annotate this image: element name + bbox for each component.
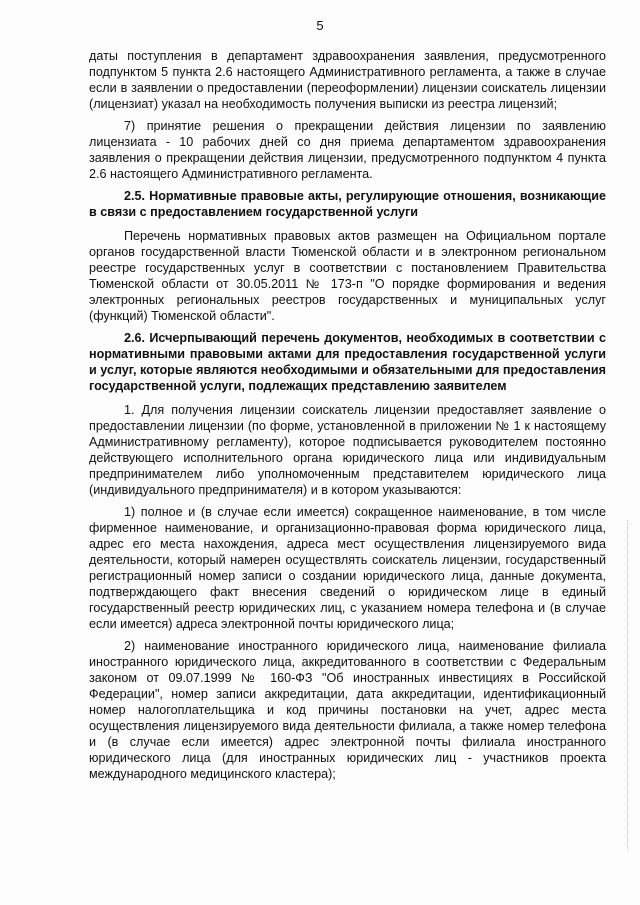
paragraph-item-7: 7) принятие решения о прекращении действия лицензии по заявлению лицензиата - 10 рабочих дней со дня приема департаментом здравоохранения заявления о прекращении действия лицензии, предусмотренного подпунктом 4 пункта 2.6 настоящего Административного регламента. <box>89 119 606 181</box>
section-heading-2-6: 2.6. Исчерпывающий перечень документов, необходимых в соответствии с нормативными правовыми актами для предоставления государственной услуги и услуг, которые являются необходимыми и обязательными для предоставления государственной услуги, подлежащих представлению заявителем <box>89 331 606 393</box>
document-body <box>89 48 606 788</box>
paragraph-subitem-1: 1) полное и (в случае если имеется) сокращенное наименование, в том числе фирменное наименование, и организационно-правовая форма юридического лица, адрес его места нахождения, адреса мест осуществления лицензируемого вида деятельности, который намерен осуществлять соискатель лицензии, государственный регистрационный номер записи о создании юридического лица, данные документа, подтверждающего факт внесения сведений о юридическом лице в единый государственный реестр юридических лиц, с указанием номера телефона и (в случае если имеется) адреса электронной почты юридического лица; <box>89 505 606 631</box>
page-number: 5 <box>316 18 324 33</box>
paragraph-continuation: даты поступления в департамент здравоохранения заявления, предусмотренного подпунктом 5 пункта 2.6 настоящего Административного регламента, а также в случае если в заявлении о предоставлении (переоформлении) лицензии соискатель лицензии (лицензиат) указал на необходимость получения выписки из реестра лицензий; <box>89 49 606 111</box>
section-heading-2-5: 2.5. Нормативные правовые акты, регулирующие отношения, возникающие в связи с предоставлением государственной услуги <box>89 189 606 219</box>
paragraph-license-application: 1. Для получения лицензии соискатель лицензии предоставляет заявление о предоставлении лицензии (по форме, установленной в приложении № 1 к настоящему Административному регламенту), которое подписывается руководителем постоянно действующего исполнительного органа юридического лица или индивидуальным предпринимателем либо уполномоченным представителем юридического лица (индивидуального предпринимателя) и в котором указываются: <box>89 403 606 497</box>
paragraph-subitem-2: 2) наименование иностранного юридического лица, наименование филиала иностранного юридического лица, аккредитованного в соответствии с Федеральным законом от 09.07.1999 № 160-ФЗ "Об иностранных инвестициях в Российской Федерации", номер записи аккредитации, дата аккредитации, идентификационный номер налогоплательщика и код причины постановки на учет, адрес места осуществления лицензируемого вида деятельности филиала, а также номер телефона и (в случае если имеется) адрес электронной почты филиала иностранного юридического лица (для иностранных юридических лиц - участников проекта международного медицинского кластера); <box>89 639 606 781</box>
scan-edge-mark <box>626 520 628 850</box>
paragraph-legal-acts: Перечень нормативных правовых актов размещен на Официальном портале органов государственной власти Тюменской области и в электронном региональном реестре государственных услуг в соответствии с постановлением Правительства Тюменской области от 30.05.2011 № 173-п "О порядке формирования и ведения электронных региональных реестров государственных и муниципальных услуг (функций) Тюменской области". <box>89 229 606 323</box>
